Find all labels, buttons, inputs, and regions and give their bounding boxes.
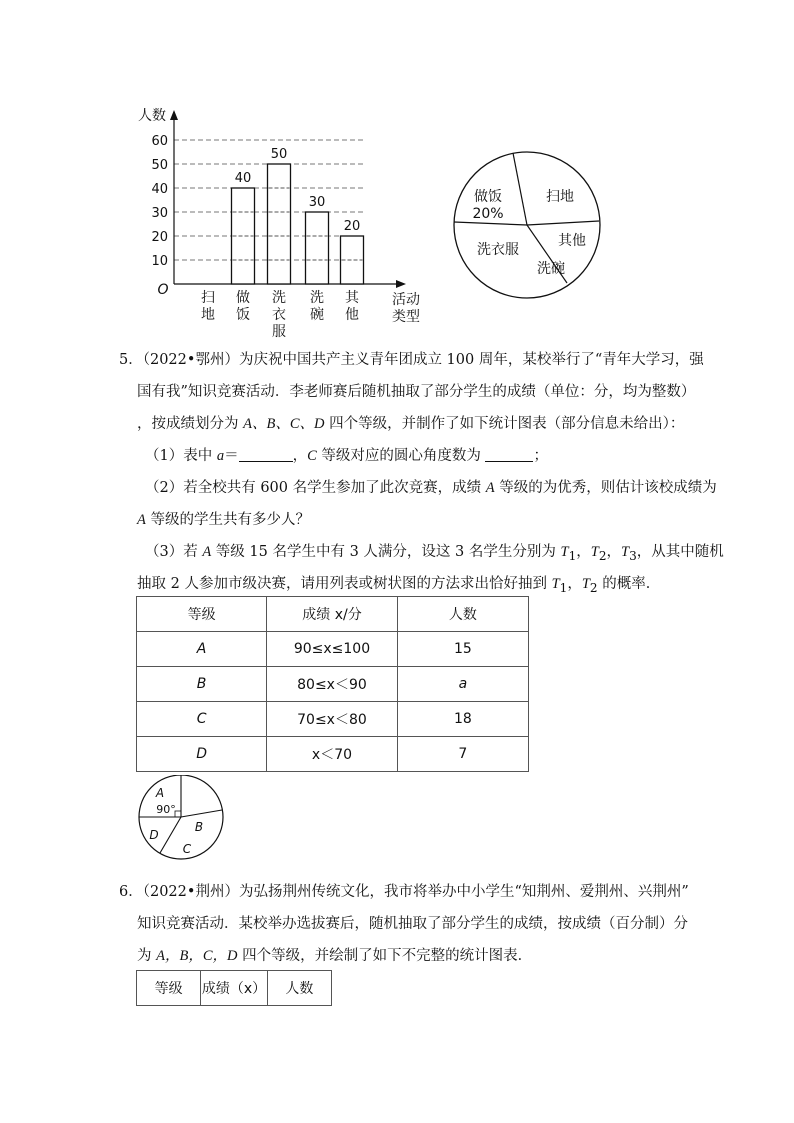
- pie-label-cooking: 做饭: [474, 189, 502, 205]
- q5-part1: [145, 446, 548, 466]
- table-cell-count: 15: [397, 632, 528, 667]
- q5-pie-divider: [181, 810, 222, 817]
- pie-label-dishes: 洗碗: [537, 261, 565, 277]
- table-cell-grade: B: [137, 667, 267, 702]
- table-header-row: [137, 971, 332, 1006]
- q5-p3-text3: ，从其中随机: [636, 544, 724, 560]
- table-cell-range: 90≤x≤100: [267, 632, 398, 667]
- q5-p2-text: （2）若全校共有 600 名学生参加了此次竞赛，成绩: [145, 480, 486, 496]
- q5-part3-cont: [137, 574, 660, 598]
- q5-t1: T: [560, 544, 569, 560]
- q5-pie-label-b: B: [194, 820, 204, 834]
- q5-pie-label-d: D: [149, 828, 159, 842]
- y-tick-label: 30: [151, 206, 168, 221]
- q5-pie-angle-a: 90°: [156, 803, 176, 816]
- q5-p2-text3: 等级的学生共有多少人？: [145, 512, 310, 528]
- q5-pie-chart: [130, 775, 240, 870]
- q5-line1: [119, 350, 704, 370]
- q5-source: （2022•鄂州）: [142, 352, 239, 368]
- q5-line2: [137, 382, 695, 402]
- x-category-label: 碗: [310, 307, 324, 323]
- y-tick-label: 60: [151, 134, 168, 149]
- origin-label: O: [157, 282, 169, 298]
- pie-label-laundry: 洗衣服: [477, 242, 519, 258]
- chores-pie-chart: [0, 0, 794, 345]
- q6-grade-table: [136, 970, 332, 1006]
- q5-text-2: 国有我”知识竞赛活动．李老师赛后随机抽取了部分学生的成绩（单位：分，均为整数）: [137, 384, 696, 400]
- x-category-label: 其: [345, 290, 359, 306]
- table-header-grade: 等级: [137, 971, 201, 1006]
- x-category-label: 他: [345, 307, 359, 323]
- q5-p3-var: A: [202, 544, 212, 560]
- answer-blank-angle[interactable]: [485, 447, 533, 462]
- table-row: [137, 632, 529, 667]
- bar-value-label: 30: [308, 195, 326, 210]
- table-header-count: 人数: [267, 971, 331, 1006]
- pie-divider: [513, 153, 527, 225]
- q5-part3: [145, 542, 724, 566]
- pie-label-other: 其他: [558, 233, 586, 249]
- q5-p2-var: A: [485, 480, 495, 496]
- table-header-row: [137, 597, 529, 632]
- q6-text-3b: 四个等级，并绘制了如下不完整的统计图表．: [237, 948, 533, 964]
- q5-t1b: T: [551, 576, 560, 592]
- x-category-label: 洗: [310, 290, 324, 306]
- q5-part2: [145, 478, 717, 498]
- y-tick-label: 40: [151, 182, 168, 197]
- q6-grades: A，B，C，D: [156, 948, 238, 964]
- y-tick-label: 10: [151, 254, 168, 269]
- q5-text-1: 为庆祝中国共产主义青年团成立 100 周年，某校举行了“青年大学习，强: [238, 352, 704, 368]
- q5-text-3a: ，按成绩划分为: [137, 416, 244, 432]
- bar-value-label: 50: [270, 147, 288, 162]
- q5-part2-cont: [137, 510, 310, 530]
- q5-t1-sub: 1: [568, 548, 577, 563]
- x-category-label: 饭: [236, 307, 250, 323]
- q5-p1-text2: 等级对应的圆心角度数为: [316, 448, 486, 464]
- q6-text-3a: 为: [137, 948, 157, 964]
- x-axis-label: 类型: [392, 309, 420, 325]
- x-category-label: 扫: [201, 290, 215, 306]
- q6-line2: [137, 914, 688, 934]
- table-cell-count: 7: [397, 737, 528, 772]
- q5-p1-end: ；: [533, 448, 548, 464]
- q5-t2b-sub: 2: [589, 580, 598, 595]
- q5-pie-right-angle-mark: [175, 811, 181, 817]
- table-row: [137, 702, 529, 737]
- q5-p1-comma: ，: [292, 448, 308, 464]
- answer-blank-a[interactable]: [239, 447, 293, 462]
- q6-text-1: 为弘扬荆州传统文化，我市将举办中小学生“知荆州、爱荆州、兴荆州”: [238, 884, 689, 900]
- table-header-score: 成绩（x）: [201, 971, 268, 1006]
- q6-text-2: 知识竞赛活动．某校举办选拔赛后，随机抽取了部分学生的成绩，按成绩（百分制）分: [137, 916, 688, 932]
- bar-value-label: 20: [343, 219, 361, 234]
- q5-p1-var-a: a: [216, 448, 225, 464]
- q5-sep1: ，: [576, 544, 591, 560]
- x-axis-label: 活动: [392, 292, 420, 308]
- q6-line3: [137, 946, 532, 966]
- q5-t1b-sub: 1: [559, 580, 568, 595]
- q5-grade-table: [136, 596, 529, 772]
- q6-source: （2022•荆州）: [142, 884, 239, 900]
- q5-t3: T: [621, 544, 630, 560]
- y-tick-label: 20: [151, 230, 168, 245]
- q5-p3-text2: 等级 15 名学生中有 3 人满分，设这 3 名学生分别为: [211, 544, 561, 560]
- q5-p3-end: 的概率．: [597, 576, 661, 592]
- q5-p3-text4: 抽取 2 人参加市级决赛，请用列表或树状图的方法求出恰好抽到: [137, 576, 552, 592]
- q5-t2b: T: [581, 576, 590, 592]
- table-header-score: 成绩 x/分: [267, 597, 398, 632]
- q5-p2-var2: A: [137, 512, 146, 528]
- pie-divider: [454, 222, 527, 225]
- table-cell-count: 18: [397, 702, 528, 737]
- q6-number: 6．: [119, 884, 143, 900]
- x-category-label: 地: [201, 307, 215, 323]
- table-cell-count: a: [397, 667, 528, 702]
- table-header-grade: 等级: [137, 597, 267, 632]
- q5-pie-label-a: A: [155, 786, 165, 800]
- q5-sep2: ，: [606, 544, 622, 560]
- x-category-label: 洗: [272, 290, 286, 306]
- q5-grades: A、B、C、D: [243, 416, 325, 432]
- q5-p1-var-c: C: [307, 448, 317, 464]
- table-cell-grade: A: [137, 632, 267, 667]
- x-category-label: 衣: [272, 307, 286, 323]
- table-cell-grade: D: [137, 737, 267, 772]
- x-category-label: 服: [272, 324, 286, 340]
- bar-value-label: 40: [234, 171, 252, 186]
- q5-p3-comma: ，: [567, 576, 582, 592]
- table-header-count: 人数: [397, 597, 528, 632]
- table-cell-range: x＜70: [267, 737, 398, 772]
- y-tick-label: 50: [151, 158, 168, 173]
- q5-pie-divider: [160, 817, 181, 853]
- pie-label-cooking-percent: 20%: [472, 206, 504, 222]
- q5-p1-text: （1）表中: [145, 448, 217, 464]
- q5-p1-eq: ＝: [224, 448, 239, 464]
- q6-line1: [119, 882, 689, 902]
- table-cell-range: 70≤x＜80: [267, 702, 398, 737]
- table-cell-range: 80≤x＜90: [267, 667, 398, 702]
- pie-divider: [527, 221, 599, 225]
- table-cell-grade: C: [137, 702, 267, 737]
- q5-t3-sub: 3: [629, 548, 637, 563]
- q5-p3-text: （3）若: [145, 544, 203, 560]
- q5-text-3b: 四个等级，并制作了如下统计图表（部分信息未给出）：: [324, 416, 685, 432]
- x-category-label: 做: [236, 290, 250, 306]
- y-axis-label: 人数: [138, 108, 166, 124]
- table-row: [137, 667, 529, 702]
- pie-label-sweeping: 扫地: [546, 189, 574, 205]
- q5-p2-text2: 等级的为优秀，则估计该校成绩为: [494, 480, 717, 496]
- q5-t2-sub: 2: [598, 548, 607, 563]
- q5-number: 5．: [119, 352, 143, 368]
- q5-pie-label-c: C: [182, 842, 192, 856]
- q5-t2: T: [590, 544, 599, 560]
- table-row: [137, 737, 529, 772]
- q5-line3: [137, 414, 684, 434]
